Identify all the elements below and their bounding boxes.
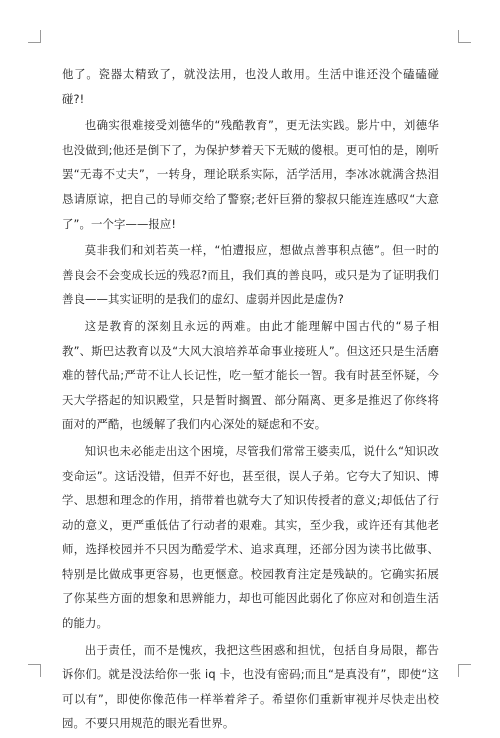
paragraph-3: 莫非我们和刘若英一样，“怕遭报应，想做点善事积点德”。但一时的善良会不会变成长远的残忍?而且，我们真的善良吗，或只是为了证明我们善良——其实证明的是我们的虚幻、虚弱并因此是虚伪?	[62, 243, 439, 307]
crop-mark-bottom-left	[28, 664, 41, 677]
paragraph-1: 他了。瓷器太精致了，就没法用，也没人敢用。生活中谁还没个磕磕碰碰?!	[62, 67, 439, 106]
paragraph-6: 出于责任，而不是愧疚，我把这些困惑和担忧，包括自身局限，都告诉你们。就是没法给你一张 iq 卡，也没有密码;而且“是真没有”，即使“这可以有”，即使你像范伟一样举着斧子。希望你们重新审视并尽快走出校园。不要只用规范的眼光看世界。	[62, 642, 439, 731]
paragraph-5: 知识也未必能走出这个困境，尽管我们常常王婆卖瓜，说什么“知识改变命运”。这话没错，但弄不好也，甚至很，误人子弟。它夸大了知识、博学、思想和理念的作用，捎带着也就夸大了知识传授者的意义;却低估了行动的意义，更严重低估了行动者的艰难。其实，至少我，或许还有其他老师，选择校园并不只因为酷爱学术、追求真理，还部分因为读书比做事、特别是比做成事更容易，也更惬意。校园教育注定是残缺的。它确实拓展了你某些方面的想象和思辨能力，却也可能因此弱化了你应对和创造生活的能力。	[62, 443, 439, 631]
paragraph-4: 这是教育的深刻且永远的两难。由此才能理解中国古代的“易子相教”、斯巴达教育以及“大风大浪培养革命事业接班人”。但这还只是生活磨难的替代品;严苛不让人长记性，吃一堑才能长一智。我有时甚至怀疑，今天大学搭起的知识殿堂，只是暂时搁置、部分隔离、更多是推迟了你终将面对的严酷，也缓解了我们内心深处的疑虑和不安。	[62, 318, 439, 432]
crop-mark-bottom-right	[458, 664, 471, 677]
crop-mark-top-left	[28, 30, 41, 43]
crop-mark-top-right	[458, 30, 471, 43]
paragraph-2: 也确实很难接受刘德华的“残酷教育”，更无法实践。影片中，刘德华也没做到;他还是倒下了，为保护梦着天下无贼的傻根。更可怕的是，刚听罢“无毒不丈夫”，一转身，理论联系实际，活学活用，李冰冰就满含热泪恳请原谅，把自己的导师交给了警察;老奸巨猾的黎叔只能连连感叹“大意了”。一个字——报应!	[62, 118, 439, 231]
document-body	[62, 62, 439, 738]
